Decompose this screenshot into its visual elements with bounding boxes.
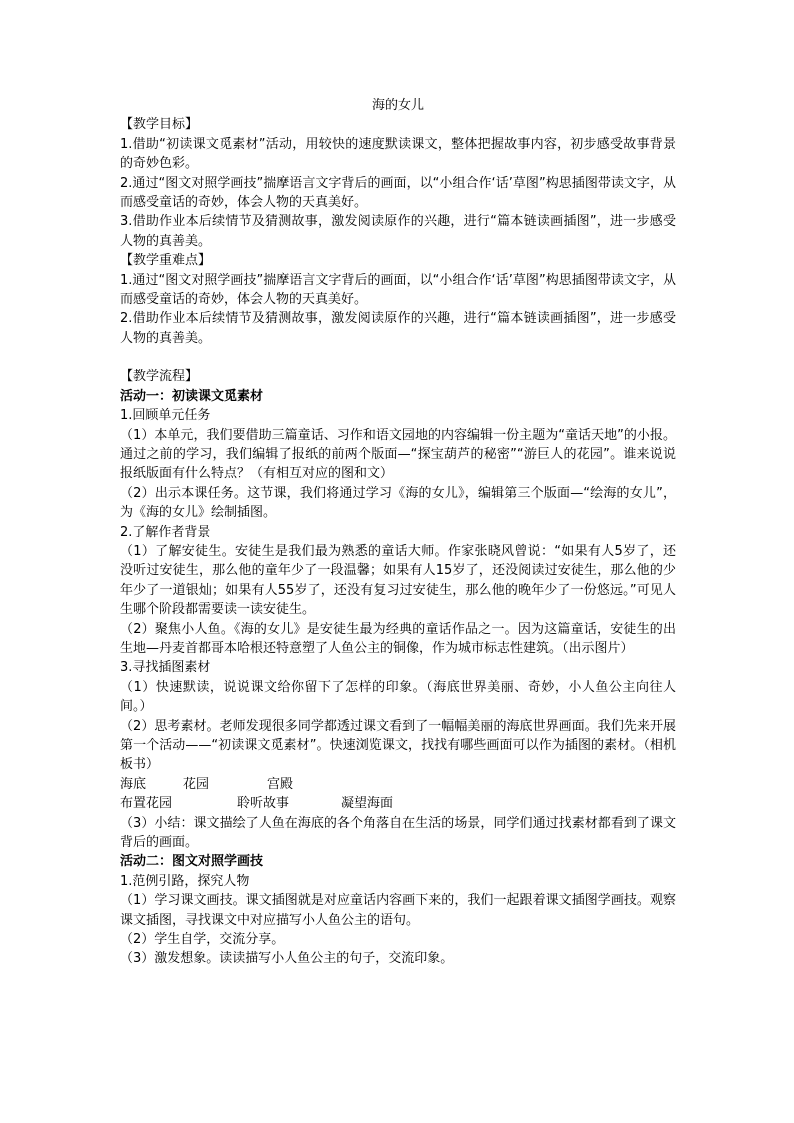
- activity-two-heading: 活动二：图文对照学画技: [120, 854, 264, 870]
- board-word: 布置花园: [120, 796, 173, 812]
- board-word: 聆听故事: [237, 796, 290, 812]
- subheading: 2.了解作者背景: [120, 524, 211, 540]
- board-word: 花园: [183, 776, 210, 792]
- activity-one-heading: 活动一：初读课文觅素材: [120, 388, 264, 404]
- goal-item: 2.通过“图文对照学画技”揣摩语言文字背后的画面，以“小组合作‘话’草图”构思插图带读文字，从而感受童话的奇妙，体会人物的天真美好。: [120, 175, 676, 211]
- board-row: [120, 775, 676, 794]
- section-heading-key-points: 【教学重难点】: [120, 253, 212, 269]
- board-row: [120, 794, 676, 813]
- paragraph: （2）学生自学，交流分享。: [120, 932, 285, 948]
- paragraph: （3）小结：课文描绘了人鱼在海底的各个角落自在生活的场景，同学们通过找素材都看到了课文背后的画面。: [120, 815, 676, 851]
- section-heading-goals: 【教学目标】: [120, 117, 199, 133]
- blank-line: [120, 348, 676, 367]
- board-word: 海底: [120, 776, 147, 792]
- section-heading-flow: 【教学流程】: [120, 369, 199, 385]
- board-word: 凝望海面: [341, 796, 394, 812]
- paragraph: （2）思考素材。老师发现很多同学都透过课文看到了一幅幅美丽的海底世界画面。我们先来开展第一个活动——“初读课文觅素材”。快速浏览课文，找找有哪些画面可以作为插图的素材。（相机板书）: [120, 718, 676, 773]
- paragraph: （1）了解安徒生。安徒生是我们最为熟悉的童话大师。作家张晓风曾说：“如果有人5岁了，还没听过安徒生，那么他的童年少了一段温馨；如果有人15岁了，还没阅读过安徒生，那么他的少年少了一道银灿；如果有人55岁了，还没有复习过安徒生，那么他的晚年少了一份悠远。”可见人生哪个阶段都需要读一读安徒生。: [120, 543, 676, 618]
- subheading: 1.范例引路，探究人物: [120, 873, 250, 889]
- paragraph: （2）出示本课任务。这节课，我们将通过学习《海的女儿》，编辑第三个版面—“绘海的女儿”，为《海的女儿》绘制插图。: [120, 485, 676, 521]
- paragraph: （1）本单元，我们要借助三篇童话、习作和语文园地的内容编辑一份主题为“童话天地”的小报。通过之前的学习，我们编辑了报纸的前两个版面—“探宝葫芦的秘密”“游巨人的花园”。谁来说说报纸版面有什么特点？（有相互对应的图和文）: [120, 427, 676, 482]
- paragraph: （2）聚焦小人鱼。《海的女儿》是安徒生最为经典的童话作品之一。因为这篇童话，安徒生的出生地—丹麦首都哥本哈根还特意塑了人鱼公主的铜像，作为城市标志性建筑。（出示图片）: [120, 621, 676, 656]
- subheading: 3.寻找插图素材: [120, 660, 211, 676]
- paragraph: （1）学习课文画技。课文插图就是对应童话内容画下来的，我们一起跟着课文插图学画技。观察课文插图，寻找课文中对应描写小人鱼公主的语句。: [120, 893, 676, 928]
- paragraph: （1）快速默读，说说课文给你留下了怎样的印象。（海底世界美丽、奇妙，小人鱼公主向往人间。）: [120, 679, 676, 715]
- document-title: 海的女儿: [371, 98, 424, 113]
- document-page: [120, 96, 676, 969]
- goal-item: 3.借助作业本后续情节及猜测故事，激发阅读原作的兴趣，进行“篇本链读画插图”，进一步感受人物的真善美。: [120, 214, 676, 249]
- key-point-item: 2.借助作业本后续情节及猜测故事，激发阅读原作的兴趣，进行“篇本链读画插图”，进一步感受人物的真善美。: [120, 311, 676, 346]
- key-point-item: 1.通过“图文对照学画技”揣摩语言文字背后的画面，以“小组合作‘话’草图”构思插图带读文字，从而感受童话的奇妙，体会人物的天真美好。: [120, 272, 676, 308]
- subheading: 1.回顾单元任务: [120, 408, 211, 424]
- goal-item: 1.借助“初读课文觅素材”活动，用较快的速度默读课文，整体把握故事内容，初步感受故事背景的奇妙色彩。: [120, 136, 676, 172]
- board-word: 宫殿: [267, 776, 294, 792]
- paragraph: （3）激发想象。读读描写小人鱼公主的句子，交流印象。: [120, 951, 454, 967]
